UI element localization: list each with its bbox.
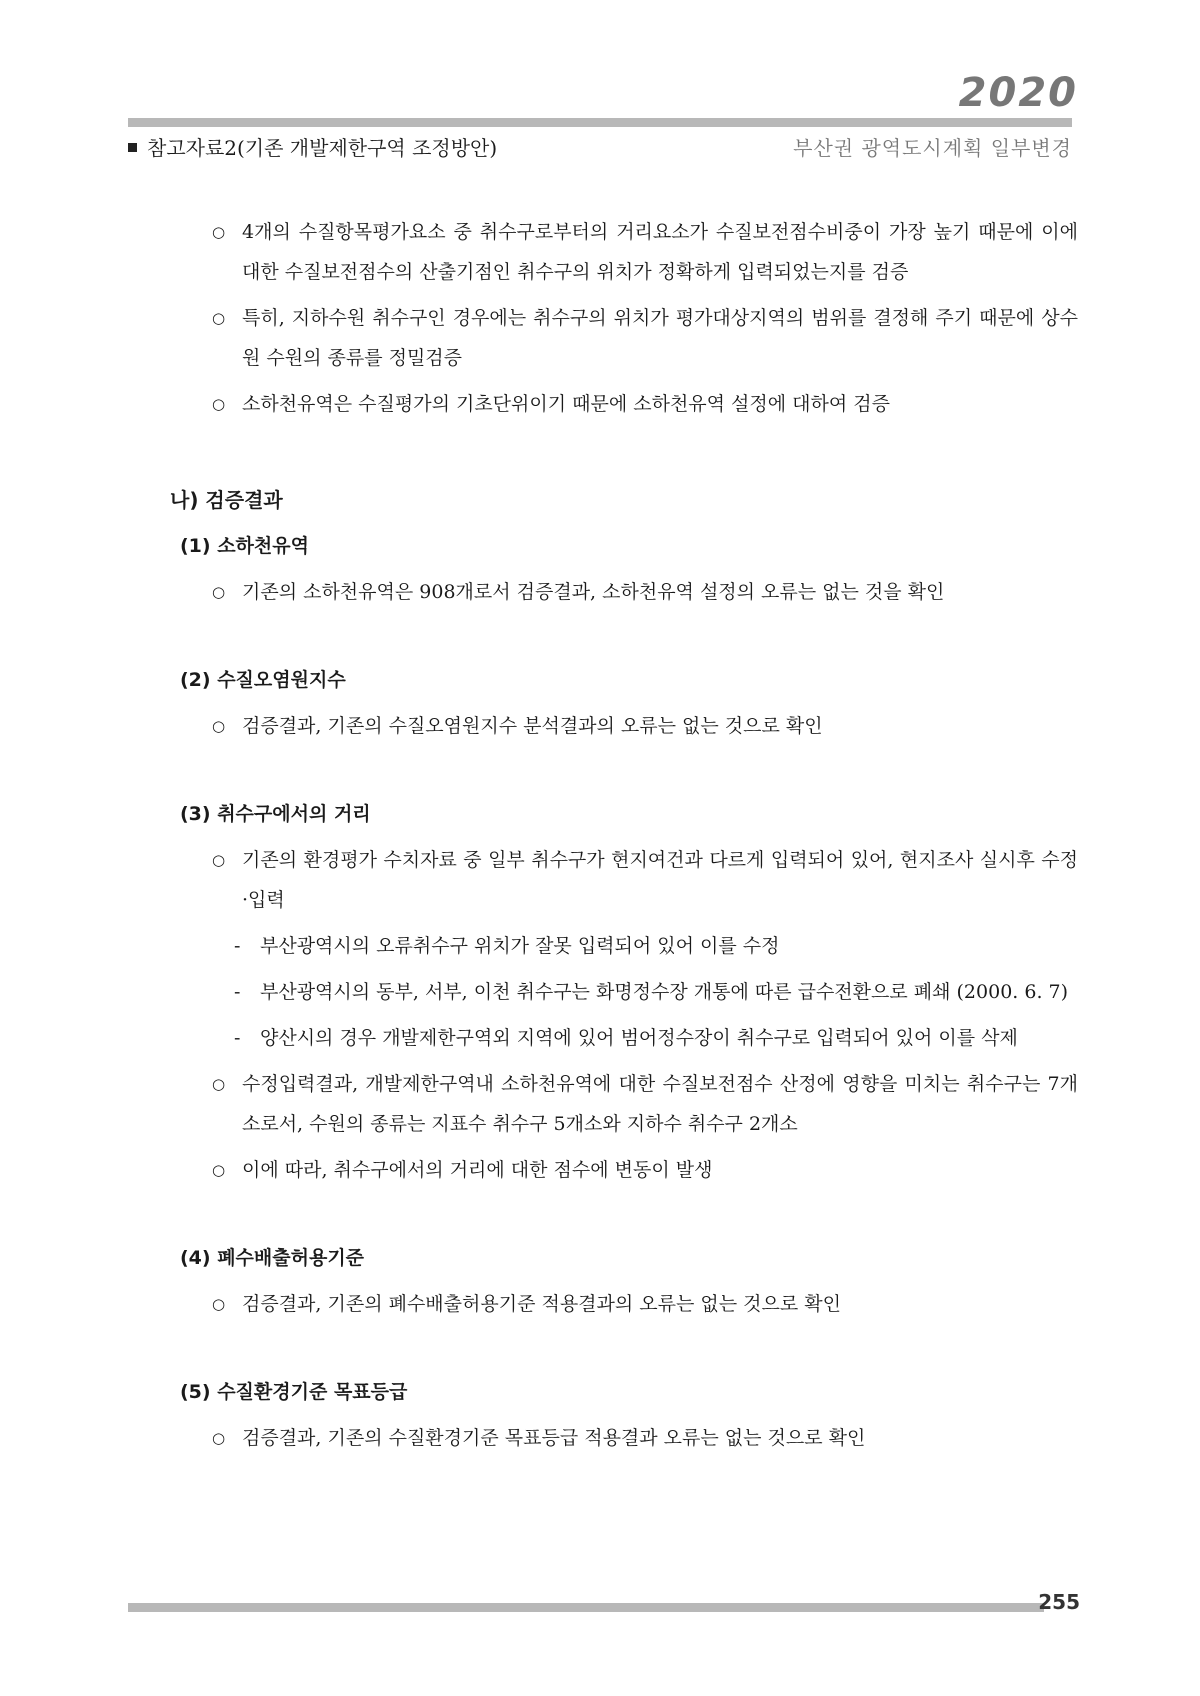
section-3-bullet-b: ○ 수정입력결과, 개발제한구역내 소하천유역에 대한 수질보전점수 산정에 영향을 미치는 취수구는 7개소로서, 수원의 종류는 지표수 취수구 5개소와 지하수 취수구 2개소 [128, 1064, 1078, 1144]
circle-bullet-icon: ○ [212, 223, 226, 241]
section-heading-3: (3) 취수구에서의 거리 [180, 803, 371, 825]
circle-bullet-icon: ○ [212, 717, 226, 735]
section-3-dash-2: - 부산광역시의 동부, 서부, 이천 취수구는 화명정수장 개통에 따른 급수전환으로 폐쇄 (2000. 6. 7) [128, 972, 1078, 1012]
section-3-bullet-c: ○ 이에 따라, 취수구에서의 거리에 대한 점수에 변동이 발생 [128, 1150, 1078, 1190]
header-rule [128, 118, 1072, 127]
circle-bullet-icon: ○ [212, 395, 226, 413]
year-label: 2020 [958, 70, 1078, 116]
section-3-dash-3: - 양산시의 경우 개발제한구역외 지역에 있어 범어정수장이 취수구로 입력되어 있어 이를 삭제 [128, 1018, 1078, 1058]
section-3-dash-1: - 부산광역시의 오류취수구 위치가 잘못 입력되어 있어 이를 수정 [128, 926, 1078, 966]
section-3-bullet-a: ○ 기존의 환경평가 수치자료 중 일부 취수구가 현지여건과 다르게 입력되어 있어, 현지조사 실시후 수정·입력 [128, 840, 1078, 920]
section-1-bullet: ○ 기존의 소하천유역은 908개로서 검증결과, 소하천유역 설정의 오류는 없는 것을 확인 [128, 572, 1078, 612]
page-number: 255 [1038, 1590, 1080, 1614]
circle-bullet-icon: ○ [212, 1075, 226, 1093]
circle-bullet-icon: ○ [212, 851, 226, 869]
dash-marker: - [234, 981, 241, 1003]
circle-bullet-icon: ○ [212, 309, 226, 327]
section-2-bullet: ○ 검증결과, 기존의 수질오염원지수 분석결과의 오류는 없는 것으로 확인 [128, 706, 1078, 746]
page-content [128, 212, 1078, 1458]
section-heading-1: (1) 소하천유역 [180, 535, 309, 557]
section-heading-2: (2) 수질오염원지수 [180, 669, 346, 691]
footer-rule [128, 1603, 1044, 1612]
chapter-title: 참고자료2(기존 개발제한구역 조정방안) [147, 136, 498, 160]
intro-bullet-3: ○ 소하천유역은 수질평가의 기초단위이기 때문에 소하천유역 설정에 대하여 검증 [128, 384, 1078, 424]
section-5-bullet: ○ 검증결과, 기존의 수질환경기준 목표등급 적용결과 오류는 없는 것으로 확인 [128, 1418, 1078, 1458]
section-4-bullet: ○ 검증결과, 기존의 폐수배출허용기준 적용결과의 오류는 없는 것으로 확인 [128, 1284, 1078, 1324]
running-header [128, 128, 1072, 162]
circle-bullet-icon: ○ [212, 1295, 226, 1313]
circle-bullet-icon: ○ [212, 1161, 226, 1179]
running-header-left [128, 132, 497, 161]
intro-bullet-2: ○ 특히, 지하수원 취수구인 경우에는 취수구의 위치가 평가대상지역의 범위를 결정해 주기 때문에 상수원 수원의 종류를 정밀검증 [128, 298, 1078, 378]
intro-bullet-1: ○ 4개의 수질항목평가요소 중 취수구로부터의 거리요소가 수질보전점수비중이 가장 높기 때문에 이에 대한 수질보전점수의 산출기점인 취수구의 위치가 정확하게 입력되었는지를 검증 [128, 212, 1078, 292]
dash-marker: - [234, 1027, 241, 1049]
main-heading: 나) 검증결과 [170, 488, 283, 512]
square-bullet-icon [128, 143, 137, 152]
section-heading-4: (4) 폐수배출허용기준 [180, 1247, 365, 1269]
dash-marker: - [234, 935, 241, 957]
document-title: 부산권 광역도시계획 일부변경 [793, 136, 1072, 160]
section-heading-5: (5) 수질환경기준 목표등급 [180, 1381, 408, 1403]
circle-bullet-icon: ○ [212, 583, 226, 601]
circle-bullet-icon: ○ [212, 1429, 226, 1447]
